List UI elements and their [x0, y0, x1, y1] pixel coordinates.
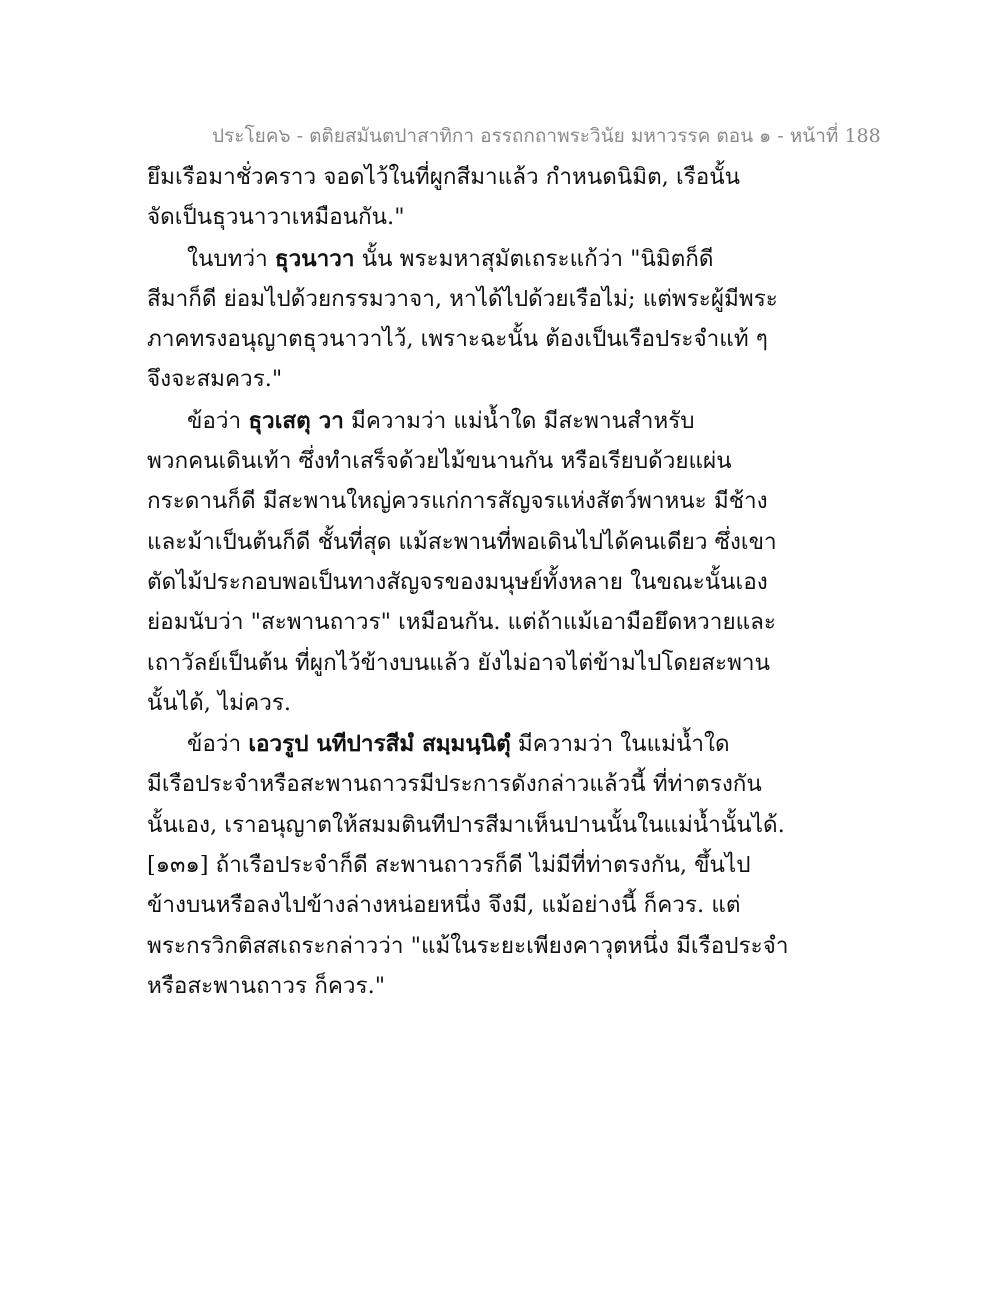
- text-line: สีมาก็ดี ย่อมไปด้วยกรรมวาจา, หาได้ไปด้วยเรือไม่; แต่พระผู้มีพระ: [147, 285, 778, 312]
- text-line: พวกคนเดินเท้า ซึ่งทำเสร็จด้วยไม้ขนานกัน หรือเรียบด้วยแผ่น: [147, 448, 732, 475]
- text-line: [๑๓๑] ถ้าเรือประจำก็ดี สะพานถาวรก็ดี ไม่มีที่ท่าตรงกัน, ขึ้นไป: [147, 852, 751, 879]
- term-bold: ธุวเสตุ วา: [248, 407, 344, 434]
- text-segment: นั้น พระมหาสุมัตเถระแก้ว่า "นิมิตก็ดี: [354, 245, 714, 272]
- term-bold: เอวรูป นทีปารสีมํ สมฺมนฺนิตุํ: [248, 731, 511, 758]
- text-line: กระดานก็ดี มีสะพานใหญ่ควรแก่การสัญจรแห่งสัตว์พาหนะ มีช้าง: [147, 488, 768, 515]
- text-segment: ข้อว่า: [187, 407, 249, 434]
- text-line: และม้าเป็นต้นก็ดี ชั้นที่สุด แม้สะพานที่พอเดินไปได้คนเดียว ซึ่งเขา: [147, 528, 777, 555]
- text-line: ย่อมนับว่า "สะพานถาวร" เหมือนกัน. แต่ถ้าแม้เอามือยึดหวายและ: [147, 609, 777, 636]
- term-bold: ธุวนาวา: [274, 245, 355, 272]
- text-segment: ข้อว่า: [187, 731, 249, 758]
- text-line: เถาวัลย์เป็นต้น ที่ผูกไว้ข้างบนแล้ว ยังไม่อาจไต่ข้ามไปโดยสะพาน: [147, 649, 770, 676]
- text-line: นั้นได้, ไม่ควร.: [147, 689, 292, 716]
- text-line: ภาคทรงอนุญาตธุวนาวาไว้, เพราะฉะนั้น ต้องเป็นเรือประจำแท้ ๆ: [147, 326, 768, 353]
- text-line: ข้างบนหรือลงไปข้างล่างหน่อยหนึ่ง จึงมี, แม้อย่างนี้ ก็ควร. แต่: [147, 892, 741, 919]
- text-line: ตัดไม้ประกอบพอเป็นทางสัญจรของมนุษย์ทั้งหลาย ในขณะนั้นเอง: [147, 568, 768, 595]
- text-line: มีเรือประจำหรือสะพานถาวรมีประการดังกล่าวแล้วนี้ ที่ท่าตรงกัน: [147, 771, 762, 798]
- paragraph-first-line: [147, 724, 827, 764]
- text-line: จัดเป็นธุวนาวาเหมือนกัน.": [147, 204, 405, 231]
- body-text: [147, 157, 827, 1006]
- text-segment: ในบทว่า: [187, 245, 275, 272]
- text-line: นั้นเอง, เราอนุญาตให้สมมตินทีปารสีมาเห็นปานนั้นในแม่น้ำนั้นได้.: [147, 811, 785, 838]
- text-segment: มีความว่า ในแม่น้ำใด: [510, 731, 730, 758]
- text-segment: มีความว่า แม่น้ำใด มีสะพานสำหรับ: [343, 407, 695, 434]
- running-header: ประโยค๖ - ตติยสมันตปาสาทิกา อรรถกถาพระวินัย มหาวรรค ตอน ๑ - หน้าที่ 188: [212, 125, 881, 147]
- text-line: จึงจะสมควร.": [147, 366, 283, 393]
- text-line: หรือสะพานถาวร ก็ควร.": [147, 972, 386, 999]
- paragraph-first-line: [147, 239, 827, 279]
- text-line: ยึมเรือมาชั่วคราว จอดไว้ในที่ผูกสีมาแล้ว กำหนดนิมิต, เรือนั้น: [147, 164, 741, 190]
- text-line: พระกรวิกติสสเถระกล่าวว่า "แม้ในระยะเพียงคาวุตหนึ่ง มีเรือประจำ: [147, 932, 789, 959]
- paragraph-first-line: [147, 401, 827, 441]
